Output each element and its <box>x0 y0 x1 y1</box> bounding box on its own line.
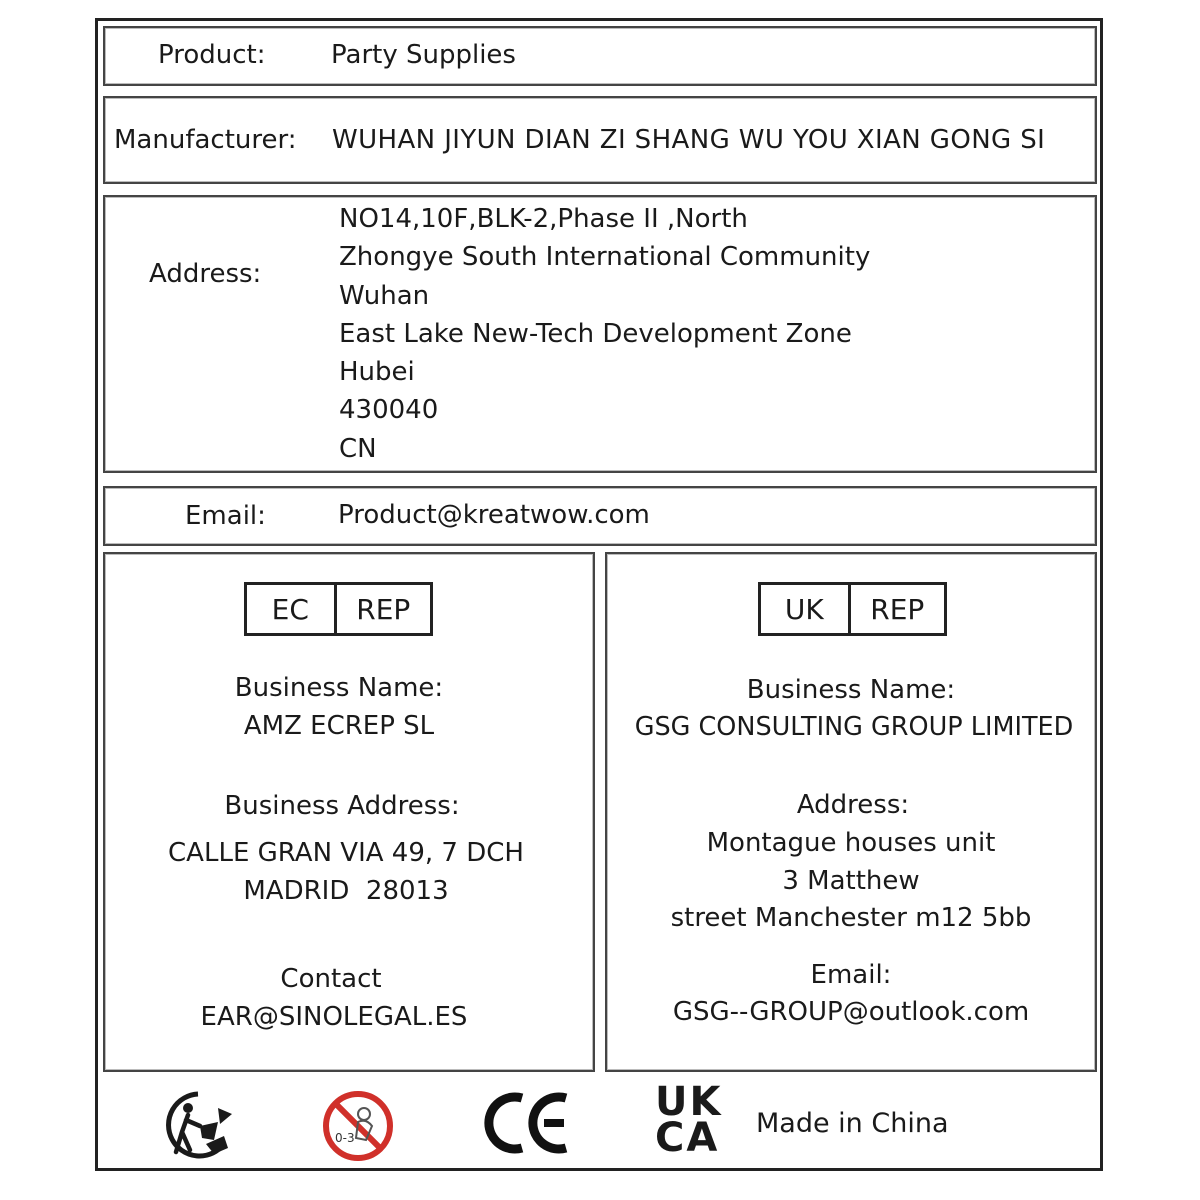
uk-address-line3: street Manchester m12 5bb <box>670 903 1032 933</box>
address-line: Zhongye South International Community <box>339 242 871 273</box>
made-in-text: Made in China <box>756 1108 949 1139</box>
manufacturer-label: Manufacturer: <box>114 125 297 155</box>
product-value: Party Supplies <box>331 40 516 70</box>
manufacturer-value: WUHAN JIYUN DIAN ZI SHANG WU YOU XIAN GONG SI <box>332 125 1046 155</box>
uk-business-name-label: Business Name: <box>746 675 956 705</box>
uk-email-label: Email: <box>810 960 892 990</box>
no-under-3-text: 0-3 <box>335 1131 355 1145</box>
address-line: NO14,10F,BLK-2,Phase II ,North <box>339 204 748 234</box>
ec-contact-label: Contact <box>280 964 382 994</box>
address-lines <box>339 200 870 468</box>
email-value: Product@kreatwow.com <box>338 500 650 530</box>
product-label: Product: <box>158 40 266 70</box>
ukca-mark-icon <box>655 1079 727 1162</box>
ec-contact-email: EAR@SINOLEGAL.ES <box>200 1002 468 1032</box>
ce-mark-icon <box>484 1090 574 1156</box>
ec-badge-left: EC <box>247 585 337 633</box>
address-line: 430040 <box>339 395 439 426</box>
uk-address-line1: Montague houses unit <box>706 828 996 858</box>
uk-business-name: GSG CONSULTING GROUP LIMITED <box>634 712 1074 742</box>
no-under-3-icon <box>320 1088 396 1164</box>
ec-address-line2: MADRID 28013 <box>243 876 449 906</box>
uk-address-line2: 3 Matthew <box>782 866 920 896</box>
ec-badge-right: REP <box>356 592 411 626</box>
uk-rep-badge <box>758 582 947 636</box>
ec-business-name-label: Business Name: <box>234 673 444 703</box>
recycle-person-icon <box>158 1088 238 1162</box>
ec-business-address-label: Business Address: <box>224 791 460 821</box>
address-line: CN <box>339 433 377 464</box>
uk-email: GSG--GROUP@outlook.com <box>672 997 1030 1027</box>
ukca-top-text: UK <box>655 1079 723 1125</box>
ec-business-name: AMZ ECREP SL <box>243 711 435 741</box>
uk-badge-left: UK <box>761 585 851 633</box>
uk-address-label: Address: <box>796 790 910 820</box>
address-label: Address: <box>149 259 262 289</box>
ukca-bottom-text: CA <box>655 1115 720 1161</box>
ec-address-line1: CALLE GRAN VIA 49, 7 DCH <box>168 838 524 868</box>
email-label: Email: <box>185 501 266 531</box>
address-line: East Lake New-Tech Development Zone <box>339 318 852 349</box>
address-line: Wuhan <box>339 280 430 311</box>
address-line: Hubei <box>339 357 415 388</box>
ec-rep-badge <box>244 582 433 636</box>
uk-badge-right: REP <box>870 592 925 626</box>
